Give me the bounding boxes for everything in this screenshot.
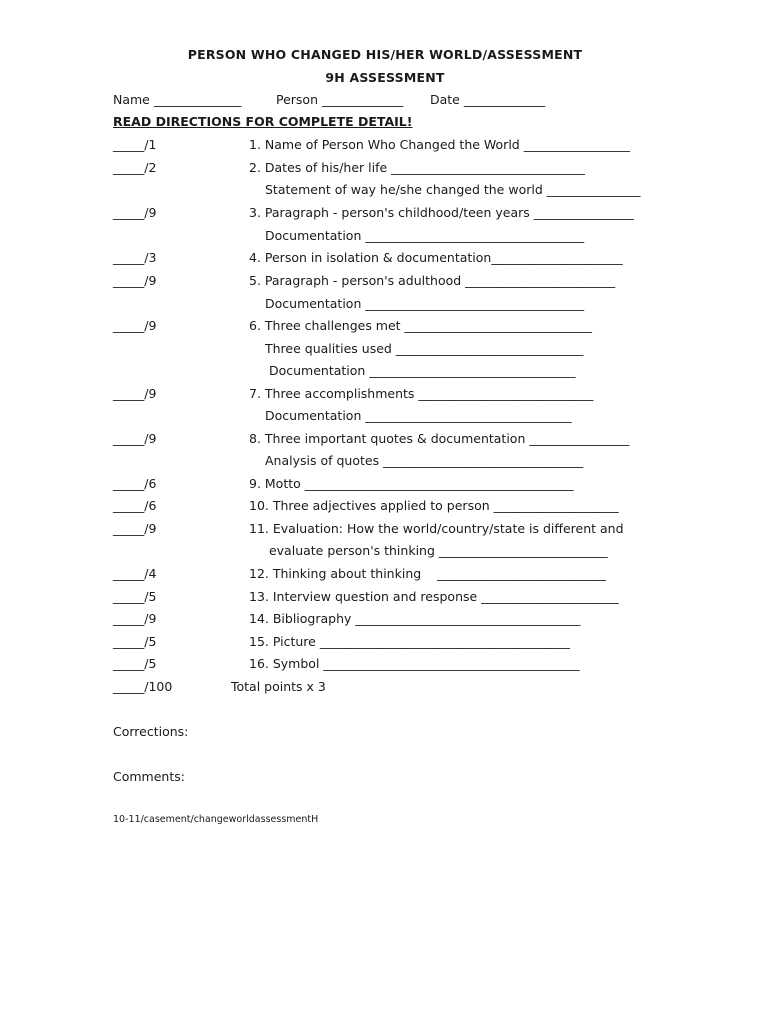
rubric-subitem: Documentation ___________________________________ bbox=[265, 296, 585, 311]
rubric-item: 10. Three adjectives applied to person ____________________ bbox=[249, 498, 619, 513]
rubric-item: 1. Name of Person Who Changed the World _________________ bbox=[249, 137, 630, 152]
rubric-subitem: Documentation ___________________________________ bbox=[265, 228, 585, 243]
page-title: PERSON WHO CHANGED HIS/HER WORLD/ASSESSMENT bbox=[187, 47, 583, 62]
rubric-subitem: Three qualities used ______________________________ bbox=[265, 341, 584, 356]
rubric-item: 13. Interview question and response ______________________ bbox=[249, 589, 619, 604]
rubric-points: _____/4 bbox=[113, 566, 157, 581]
rubric-points: _____/1 bbox=[113, 137, 157, 152]
rubric-points: _____/6 bbox=[113, 476, 157, 491]
rubric-points: _____/3 bbox=[113, 250, 157, 265]
rubric-item: 16. Symbol _________________________________________ bbox=[249, 656, 580, 671]
total-label: Total points x 3 bbox=[231, 679, 326, 694]
rubric-points: _____/5 bbox=[113, 656, 157, 671]
rubric-subitem: Analysis of quotes ________________________________ bbox=[265, 453, 584, 468]
name-field: Name ______________ bbox=[113, 92, 242, 107]
rubric-item: 12. Thinking about thinking ___________________________ bbox=[249, 566, 606, 581]
rubric-subitem: Documentation _________________________________ bbox=[265, 363, 576, 378]
total-points: _____/100 bbox=[113, 679, 173, 694]
rubric-points: _____/9 bbox=[113, 318, 157, 333]
rubric-points: _____/5 bbox=[113, 634, 157, 649]
rubric-item: 15. Picture ________________________________________ bbox=[249, 634, 570, 649]
rubric-points: _____/6 bbox=[113, 498, 157, 513]
footer-path: 10-11/casement/changeworldassessmentH bbox=[113, 814, 319, 825]
rubric-item: 3. Paragraph - person's childhood/teen years ________________ bbox=[249, 205, 634, 220]
rubric-item: 7. Three accomplishments ____________________________ bbox=[249, 386, 594, 401]
rubric-item: 8. Three important quotes & documentation ________________ bbox=[249, 431, 630, 446]
directions-heading: READ DIRECTIONS FOR COMPLETE DETAIL! bbox=[113, 114, 413, 129]
person-field: Person _____________ bbox=[276, 92, 404, 107]
rubric-subitem: evaluate person's thinking ___________________________ bbox=[265, 543, 608, 558]
date-field: Date _____________ bbox=[430, 92, 546, 107]
rubric-item: 6. Three challenges met ______________________________ bbox=[249, 318, 593, 333]
page-subtitle: 9H ASSESSMENT bbox=[325, 70, 445, 85]
rubric-points: _____/9 bbox=[113, 386, 157, 401]
rubric-points: _____/9 bbox=[113, 521, 157, 536]
rubric-item: 5. Paragraph - person's adulthood ________________________ bbox=[249, 273, 616, 288]
rubric-points: _____/9 bbox=[113, 273, 157, 288]
rubric-item: 2. Dates of his/her life _______________________________ bbox=[249, 160, 585, 175]
rubric-subitem: Statement of way he/she changed the world _______________ bbox=[265, 182, 641, 197]
rubric-item: 11. Evaluation: How the world/country/state is different and bbox=[249, 521, 624, 536]
rubric-points: _____/5 bbox=[113, 589, 157, 604]
corrections-label: Corrections: bbox=[113, 724, 189, 739]
rubric-item: 14. Bibliography ____________________________________ bbox=[249, 611, 581, 626]
rubric-points: _____/9 bbox=[113, 431, 157, 446]
rubric-points: _____/9 bbox=[113, 611, 157, 626]
rubric-item: 4. Person in isolation & documentation_____________________ bbox=[249, 250, 623, 265]
rubric-subitem: Documentation _________________________________ bbox=[265, 408, 572, 423]
rubric-points: _____/9 bbox=[113, 205, 157, 220]
rubric-item: 9. Motto ___________________________________________ bbox=[249, 476, 574, 491]
comments-label: Comments: bbox=[113, 769, 185, 784]
rubric-points: _____/2 bbox=[113, 160, 157, 175]
